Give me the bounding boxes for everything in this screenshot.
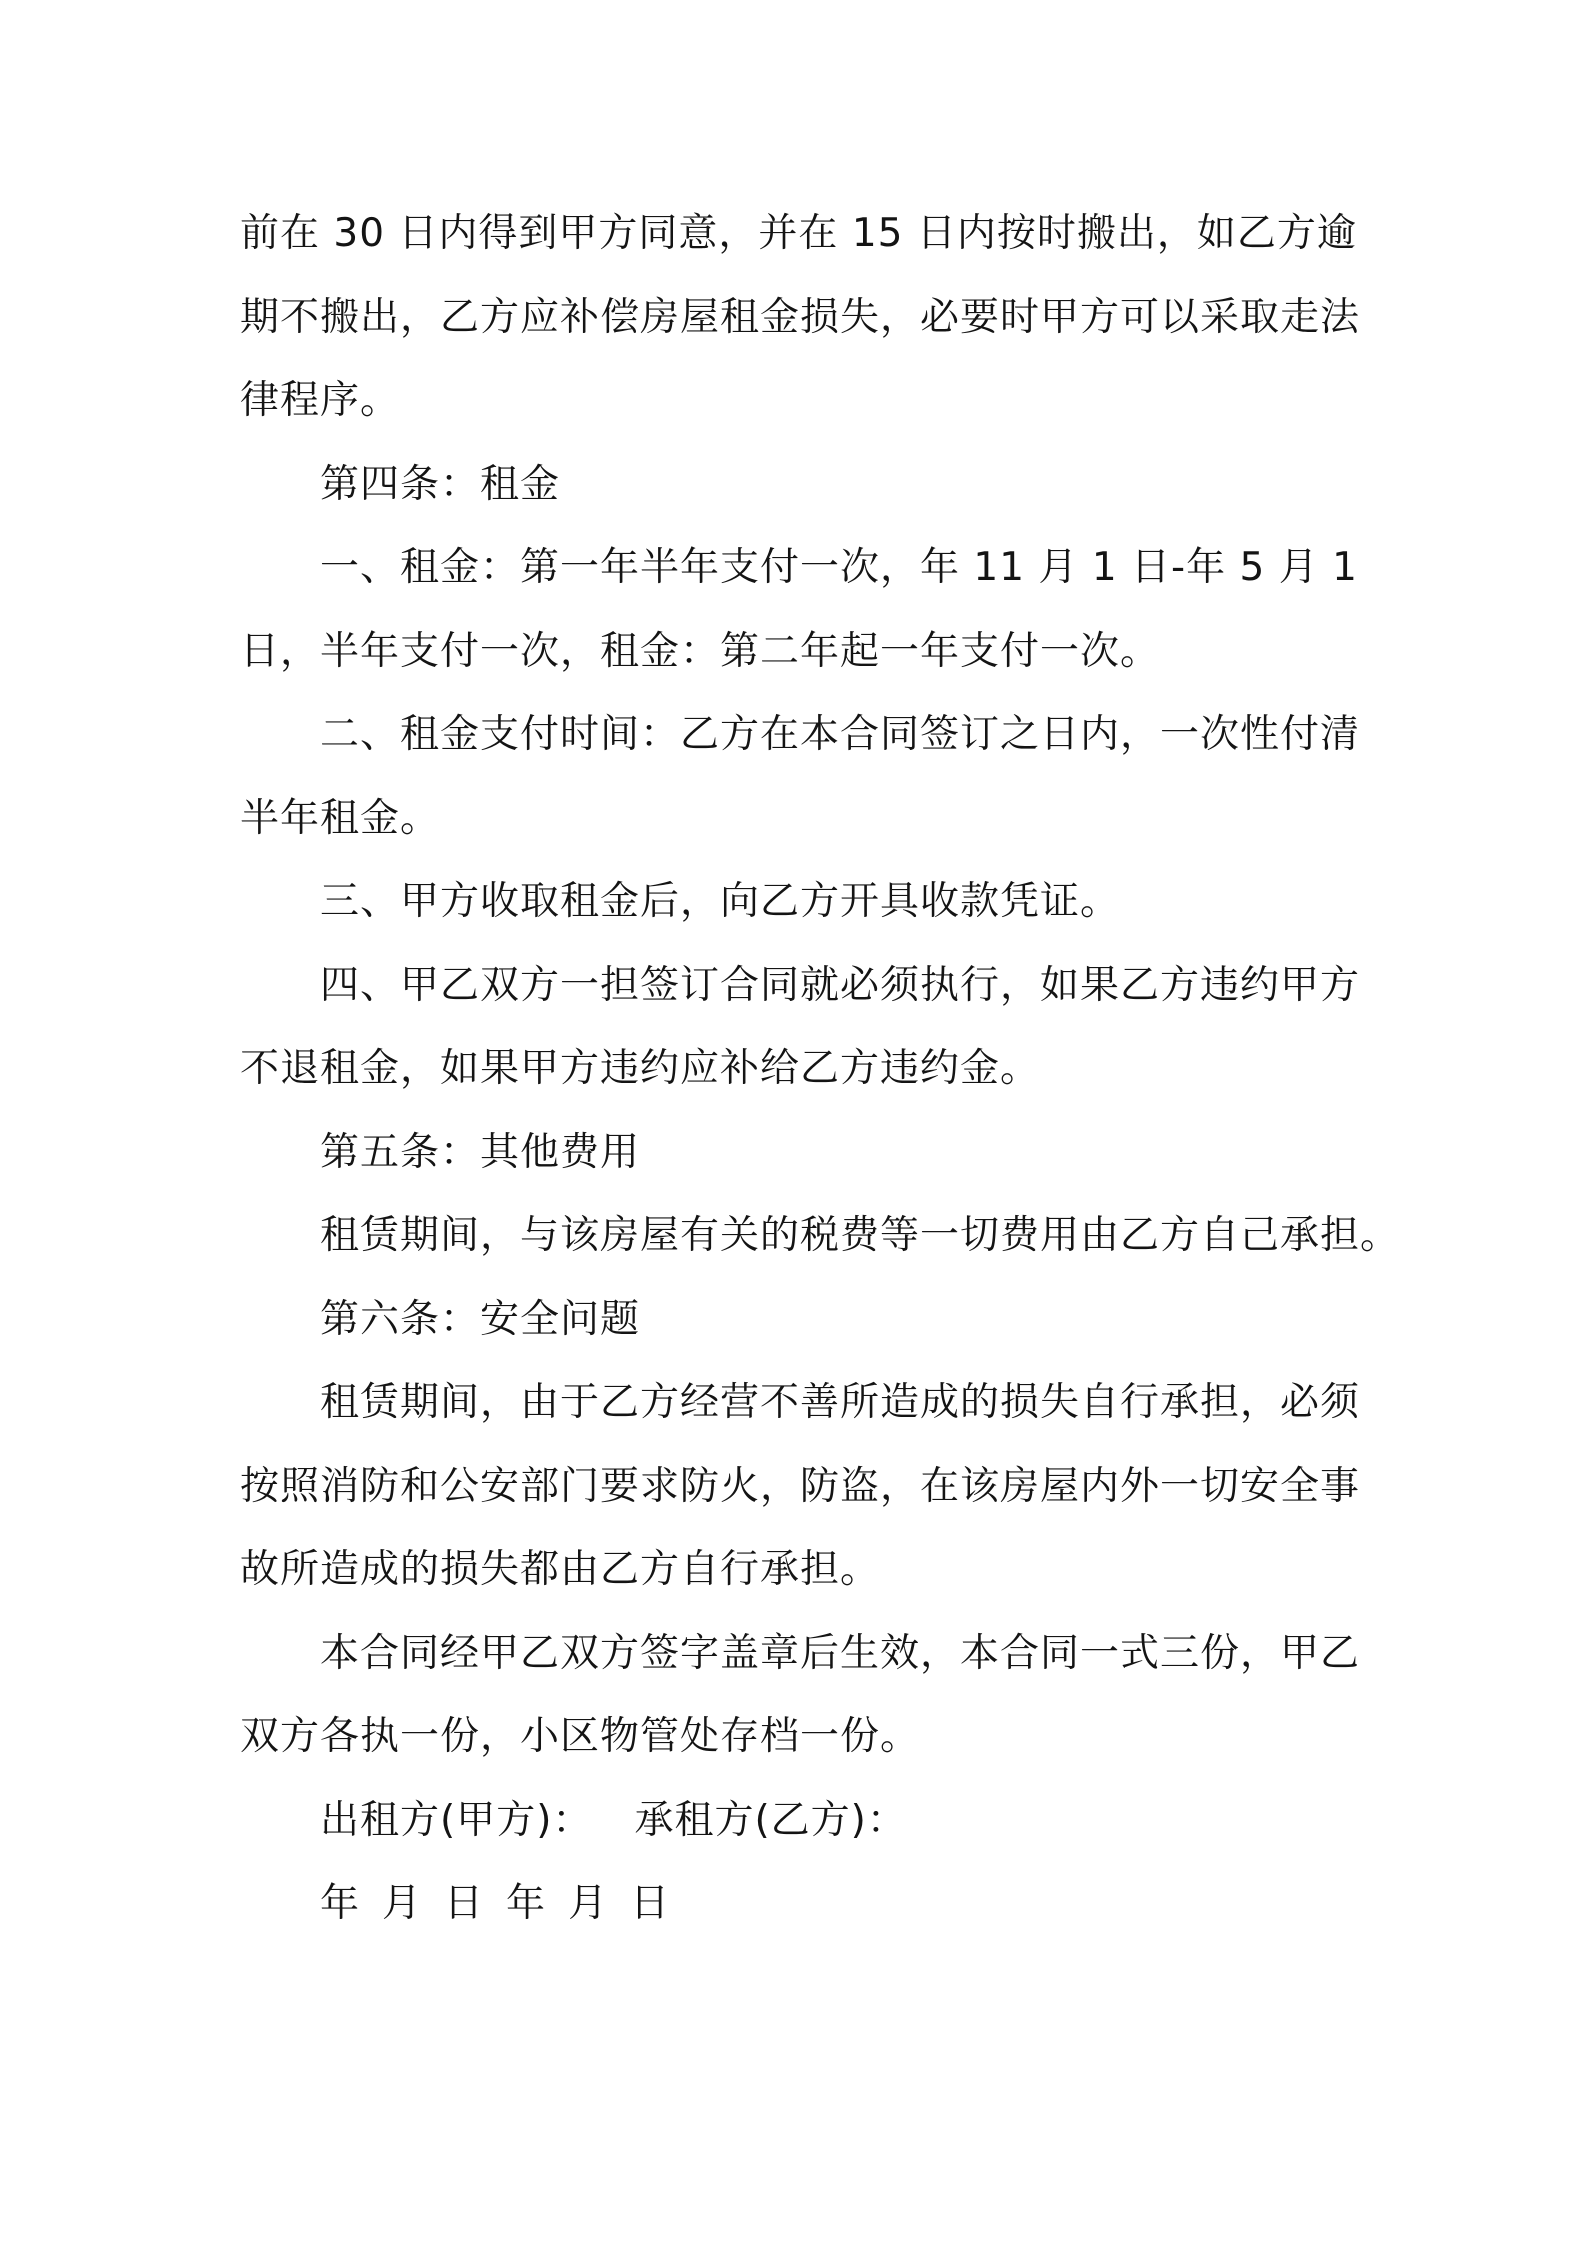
paragraph-line: 四、甲乙双方一担签订合同就必须执行，如果乙方违约甲方 [320,962,1361,1008]
paragraph-line: 租赁期间，由于乙方经营不善所造成的损失自行承担，必须 [320,1380,1361,1425]
paragraph-line: 租赁期间，与该房屋有关的税费等一切费用由乙方自己承担。 [320,1213,1401,1258]
date-line [240,1862,1370,1946]
article-heading-safety: 第六条：安全问题 [320,1296,641,1342]
paragraph-line: 一、租金：第一年半年支付一次，年 11 月 1 日-年 5 月 1 [320,545,1358,590]
paragraph-line: 按照消防和公安部门要求防火，防盗，在该房屋内外一切安全事 [240,1463,1361,1509]
paragraph-line: 日，半年支付一次，租金：第二年起一年支付一次。 [240,628,1161,674]
paragraph-line: 三、甲方收取租金后，向乙方开具收款凭证。 [320,879,1121,924]
paragraph-line: 不退租金，如果甲方违约应补给乙方违约金。 [240,1046,1041,1091]
signature-line [240,1779,1370,1863]
date-year: 年 [506,1881,547,1926]
article-heading-other-fees: 第五条：其他费用 [320,1129,641,1175]
contract-body [240,192,1401,1946]
lessee-label: 承租方(乙方)： [634,1797,907,1843]
paragraph-line: 律程序。 [240,378,401,423]
article-heading-rent: 第四条：租金 [320,461,561,507]
paragraph-line: 期不搬出，乙方应补偿房屋租金损失，必要时甲方可以采取走法 [240,294,1361,340]
date-month: 月 [568,1881,609,1926]
date-day: 日 [630,1881,671,1926]
lessor-label: 出租方(甲方)： [320,1797,593,1843]
paragraph-line: 前在 30 日内得到甲方同意，并在 15 日内按时搬出，如乙方逾 [240,211,1357,256]
date-day: 日 [444,1881,485,1926]
paragraph-line: 故所造成的损失都由乙方自行承担。 [240,1547,881,1592]
paragraph-line: 双方各执一份，小区物管处存档一份。 [240,1714,921,1759]
date-year: 年 [320,1881,361,1926]
paragraph-line: 二、租金支付时间：乙方在本合同签订之日内，一次性付清 [320,712,1361,757]
date-month: 月 [382,1881,423,1926]
paragraph-line: 半年租金。 [240,795,441,841]
paragraph-line: 本合同经甲乙双方签字盖章后生效，本合同一式三份，甲乙 [320,1630,1361,1676]
